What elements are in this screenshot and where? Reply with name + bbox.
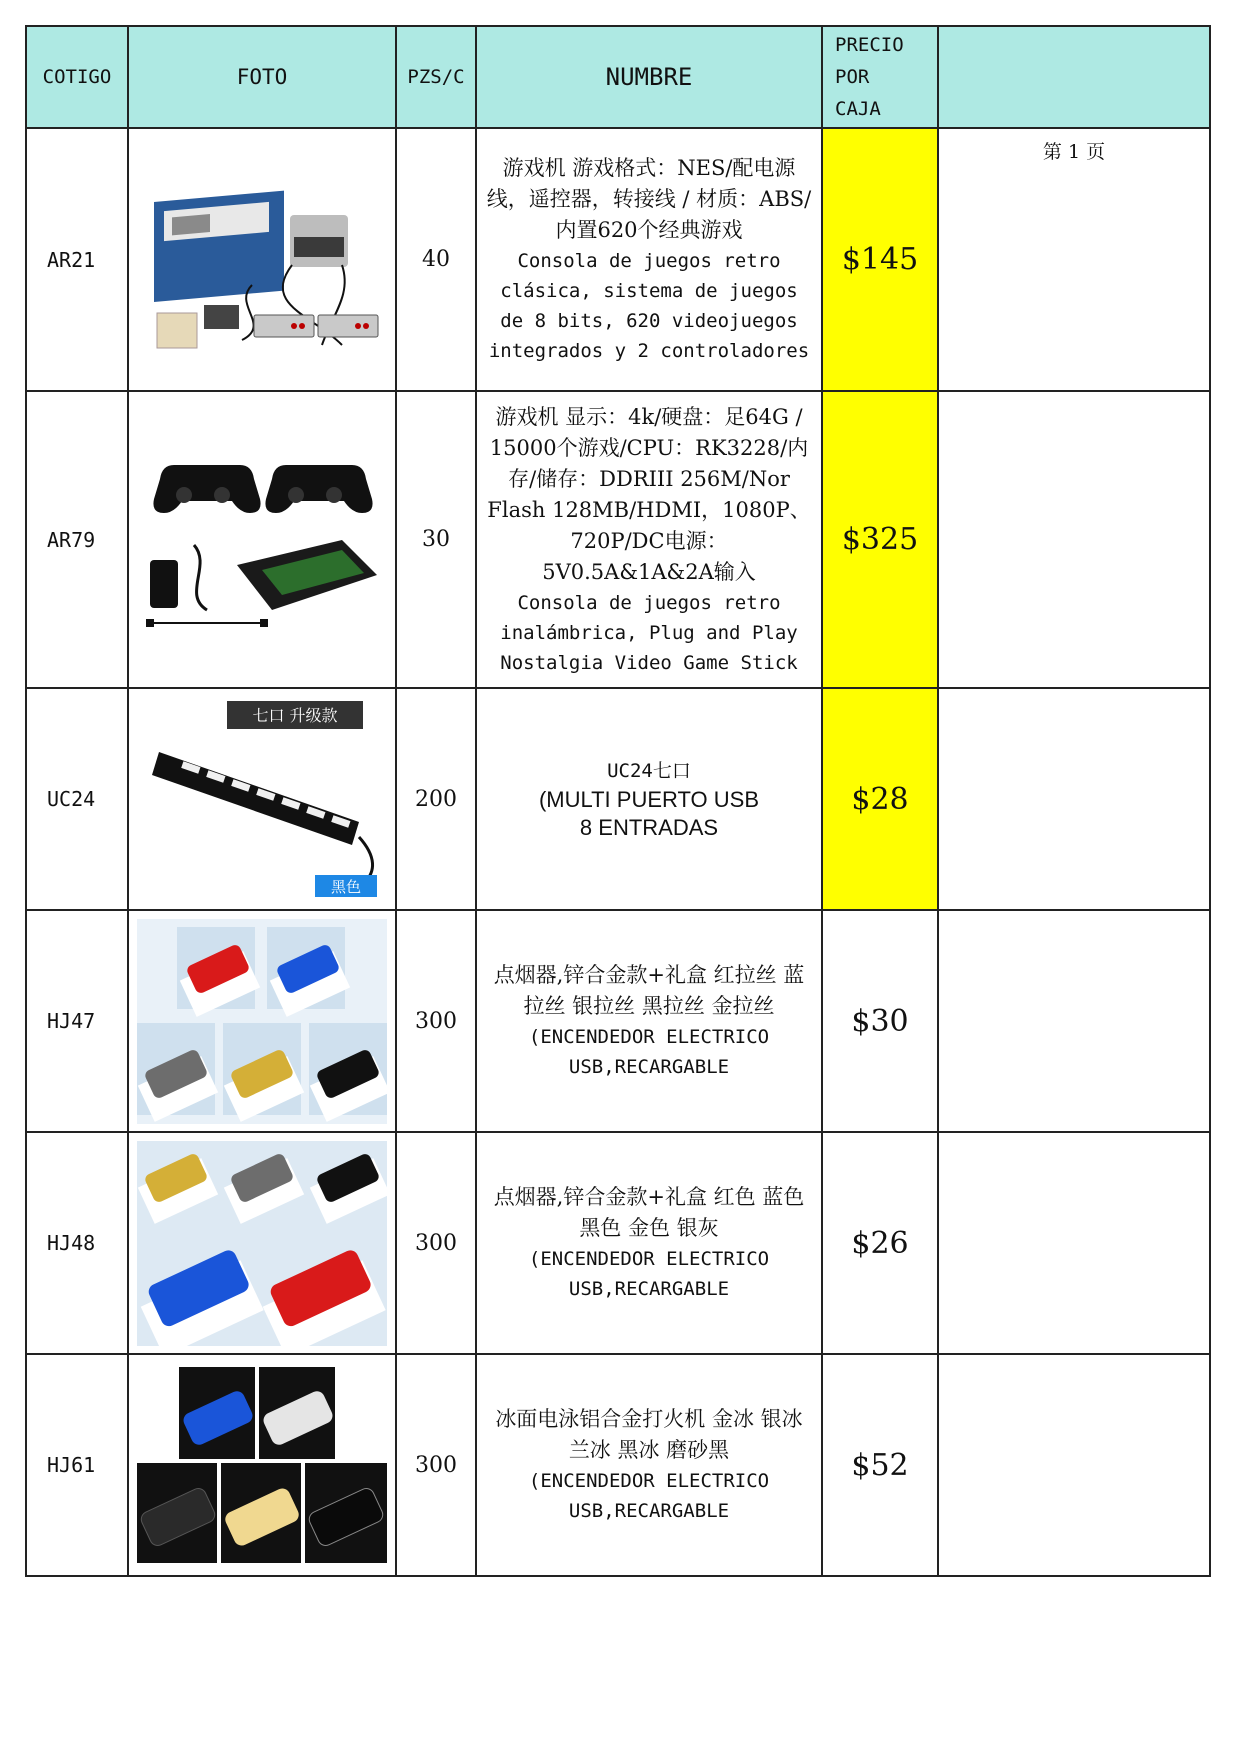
product-name-cn: 点烟器,锌合金款+礼盒 红色 蓝色 黑色 金色 银灰	[493, 1185, 805, 1240]
product-name-es: Consola de juegos retro clásica, sistema de juegos de 8 bits, 620 videojuegos integrados y 2 controladores	[488, 250, 810, 362]
product-name-es: (ENCENDEDOR ELECTRICO USB,RECARGABLE	[528, 1248, 770, 1300]
product-name-es: (ENCENDEDOR ELECTRICO USB,RECARGABLE	[528, 1470, 770, 1522]
product-table	[25, 25, 1211, 1577]
product-name-es: Consola de juegos retro inalámbrica, Plug and Play Nostalgia Video Game Stick	[500, 591, 798, 674]
product-code: AR79	[26, 391, 128, 688]
product-name-line1: UC24七口	[607, 760, 691, 782]
product-qty: 30	[396, 391, 476, 688]
usb-hub-image	[137, 697, 387, 902]
extra-cell	[938, 391, 1210, 688]
header-price-line2: POR	[835, 66, 870, 88]
header-price-line3: CAJA	[835, 98, 881, 120]
product-photo	[128, 128, 396, 391]
retro-console-image	[142, 165, 382, 355]
product-name-es: (ENCENDEDOR ELECTRICO USB,RECARGABLE	[528, 1026, 770, 1078]
table-row	[26, 1354, 1210, 1576]
product-code: HJ48	[26, 1132, 128, 1354]
product-name	[476, 128, 822, 391]
table-row	[26, 391, 1210, 688]
lighter-set-image	[137, 1363, 387, 1568]
product-code: HJ47	[26, 910, 128, 1132]
product-name	[476, 1354, 822, 1576]
product-price: $28	[822, 688, 938, 910]
product-name-cn: 游戏机 游戏格式：NES/配电源线，遥控器，转接线 / 材质：ABS/内置620个经典游戏	[486, 156, 812, 242]
game-stick-image	[142, 445, 382, 635]
lighter-set-image	[137, 1141, 387, 1346]
extra-cell	[938, 1354, 1210, 1576]
product-code: AR21	[26, 128, 128, 391]
lighter-set-image	[137, 919, 387, 1124]
table-row	[26, 910, 1210, 1132]
table-row	[26, 1132, 1210, 1354]
photo-label-color: 黑色	[330, 877, 362, 896]
header-extra	[938, 26, 1210, 128]
header-price-line1: PRECIO	[835, 34, 904, 56]
product-photo	[128, 1354, 396, 1576]
product-name	[476, 688, 822, 910]
product-name-cn: 游戏机 显示：4k/硬盘：足64G / 15000个游戏/CPU：RK3228/内存/储存：DDRIII 256M/Nor Flash 128MB/HDMI，1080P、720P/DC电源：5V0.5A&1A&2A输入	[487, 404, 811, 584]
extra-cell	[938, 910, 1210, 1132]
product-qty: 200	[396, 688, 476, 910]
product-qty: 300	[396, 1132, 476, 1354]
extra-cell	[938, 1132, 1210, 1354]
product-qty: 300	[396, 910, 476, 1132]
product-name	[476, 910, 822, 1132]
product-code: UC24	[26, 688, 128, 910]
product-name-cn: 点烟器,锌合金款+礼盒 红拉丝 蓝拉丝 银拉丝 黑拉丝 金拉丝	[493, 963, 805, 1018]
page-note: 第 1 页	[938, 128, 1210, 391]
product-name	[476, 391, 822, 688]
product-price: $30	[822, 910, 938, 1132]
header-price	[822, 26, 938, 128]
header-photo: FOTO	[128, 26, 396, 128]
product-name-line3: 8 ENTRADAS	[579, 815, 719, 840]
product-price: $325	[822, 391, 938, 688]
product-price: $52	[822, 1354, 938, 1576]
header-code: COTIGO	[26, 26, 128, 128]
product-price: $26	[822, 1132, 938, 1354]
product-code: HJ61	[26, 1354, 128, 1576]
product-photo	[128, 910, 396, 1132]
product-name-cn: 冰面电泳铝合金打火机 金冰 银冰 兰冰 黑冰 磨砂黑	[495, 1407, 803, 1462]
product-photo	[128, 688, 396, 910]
table-row	[26, 128, 1210, 391]
extra-cell	[938, 688, 1210, 910]
product-name	[476, 1132, 822, 1354]
header-name: NUMBRE	[476, 26, 822, 128]
header-qty: PZS/C	[396, 26, 476, 128]
product-photo	[128, 1132, 396, 1354]
product-qty: 40	[396, 128, 476, 391]
table-row	[26, 688, 1210, 910]
header-row	[26, 26, 1210, 128]
product-photo	[128, 391, 396, 688]
photo-label-top: 七口 升级款	[252, 705, 338, 725]
product-price: $145	[822, 128, 938, 391]
product-qty: 300	[396, 1354, 476, 1576]
product-name-line2: (MULTI PUERTO USB	[538, 787, 760, 812]
